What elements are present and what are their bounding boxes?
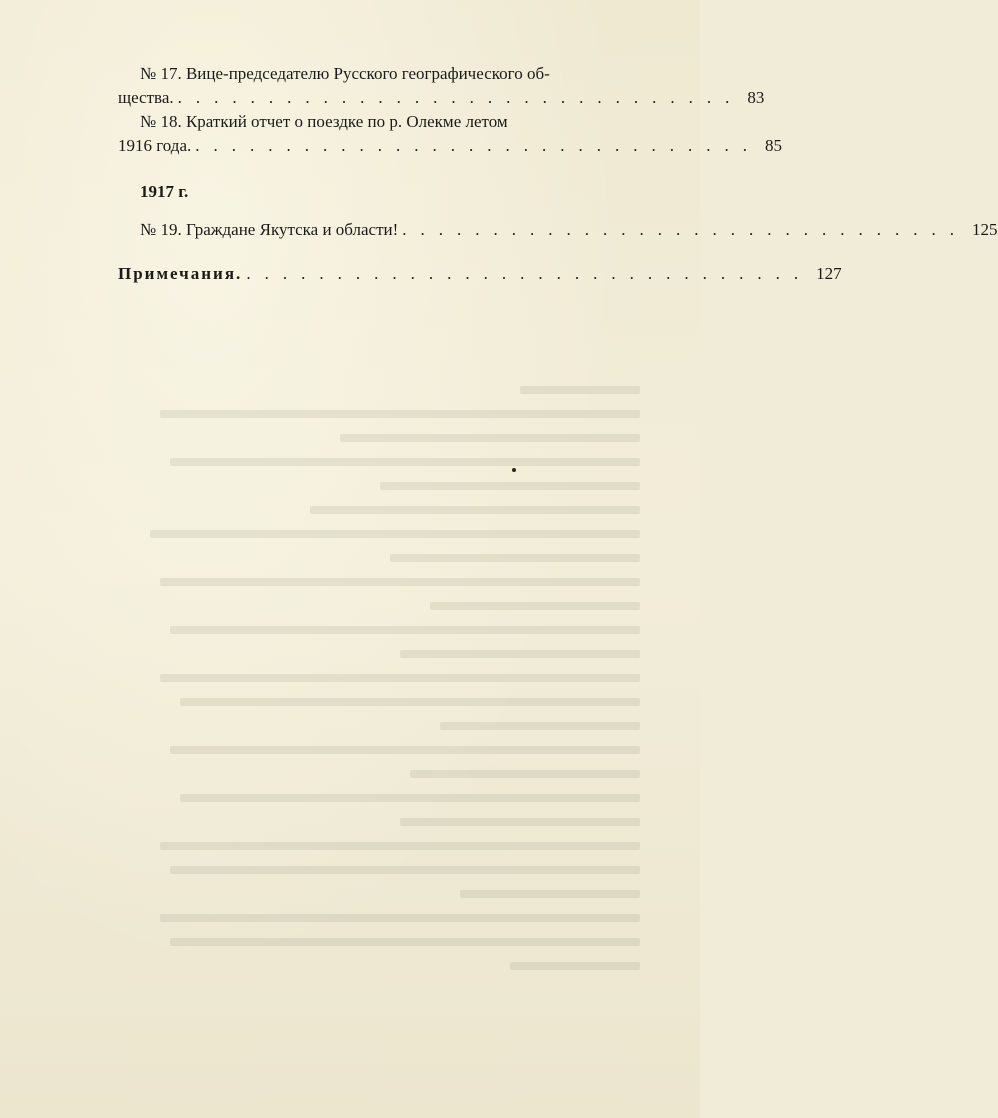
toc-entry-17: [118, 62, 765, 110]
dot-leader: ...............................: [402, 220, 969, 239]
toc-entry-18-title-cont: 1916 года.: [118, 136, 192, 155]
toc-entry-19-title: № 19. Граждане Якутска и области!: [140, 220, 399, 239]
toc-entry-19: [118, 218, 998, 242]
table-of-contents: [118, 62, 998, 286]
toc-entry-18-title: № 18. Краткий отчет о поездке по р. Олекме летом: [140, 112, 508, 131]
bleed-through-text: [120, 330, 640, 978]
toc-entry-17-hyphen: -: [544, 64, 550, 83]
toc-entry-18-page: 85: [765, 136, 783, 155]
section-year-1917: 1917 г.: [140, 182, 189, 201]
toc-entry-18: [118, 110, 783, 158]
toc-entry-18-line2: [118, 134, 783, 158]
dot-leader: ...............................: [195, 136, 762, 155]
toc-entry-notes-page: 127: [816, 264, 842, 283]
ink-speck: [512, 468, 516, 472]
toc-entry-notes-title: Примечания.: [118, 264, 243, 283]
toc-entry-17-title: № 17. Вице-председателю Русского географического об: [140, 64, 545, 83]
toc-entry-notes-line: [118, 262, 842, 286]
toc-entry-19-page: 125: [972, 220, 998, 239]
toc-entry-17-title-cont: щества.: [118, 88, 174, 107]
toc-entry-18-line1: [118, 110, 644, 134]
toc-entry-17-line1: [118, 62, 644, 86]
toc-entry-17-line2: [118, 86, 765, 110]
toc-entry-17-page: 83: [747, 88, 765, 107]
toc-entry-notes: [118, 262, 842, 286]
dot-leader: ...............................: [246, 264, 813, 283]
dot-leader: ...............................: [177, 88, 744, 107]
toc-entry-19-line1: [118, 218, 998, 242]
